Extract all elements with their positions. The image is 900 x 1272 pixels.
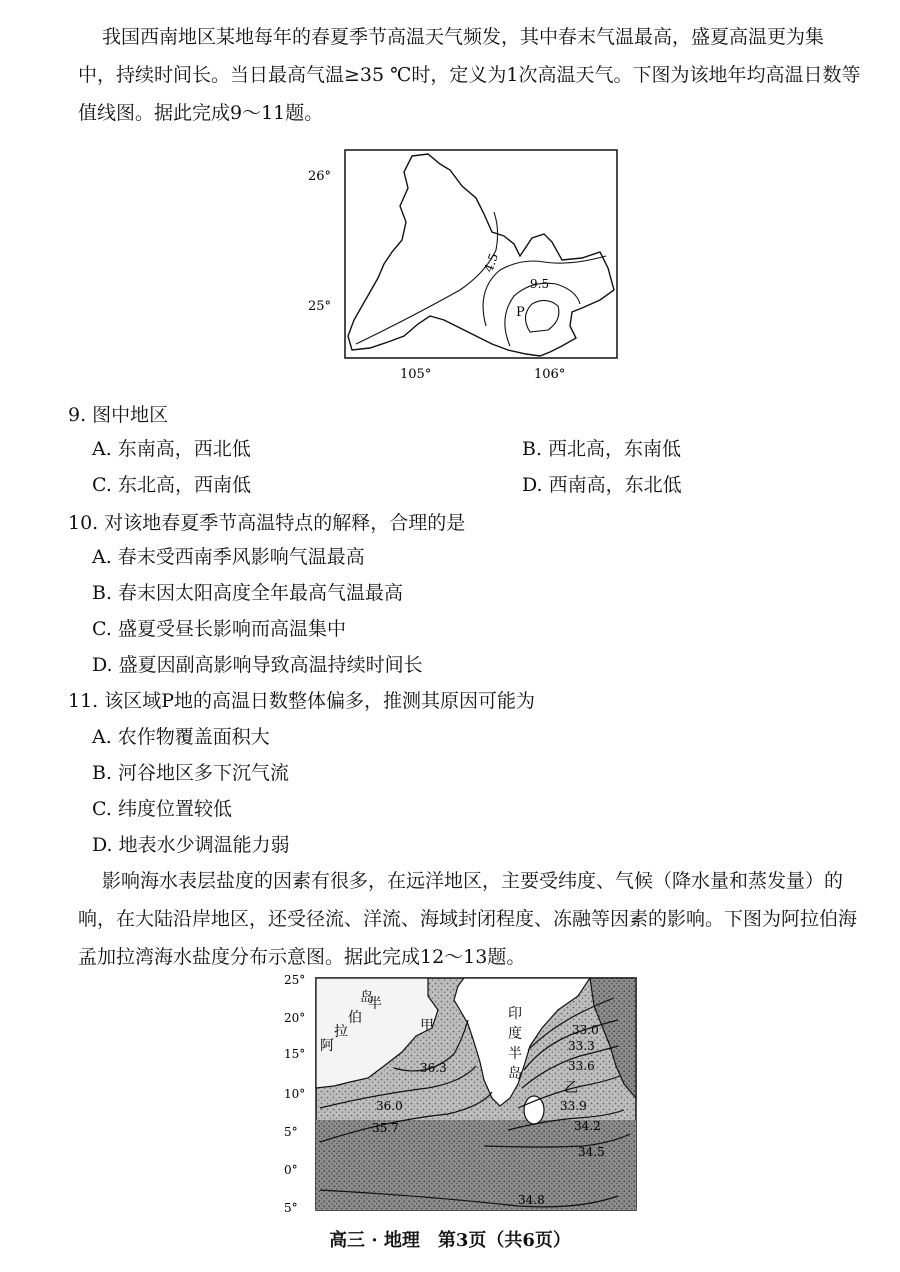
- salinity-map: [278, 970, 648, 1220]
- lat-label-5n: 5°: [284, 1125, 298, 1139]
- salinity-33-3: 33.3: [568, 1039, 595, 1053]
- lat-label-15n: 15°: [284, 1047, 306, 1061]
- contour-label-4-5: 4.5: [481, 251, 502, 275]
- india-char-3: 半: [508, 1046, 522, 1062]
- lon-label-106: 106°: [534, 367, 566, 382]
- intro2-line3: 孟加拉湾海水盐度分布示意图。据此完成12～13题。: [78, 946, 526, 968]
- salinity-34-5: 34.5: [578, 1145, 605, 1159]
- q10-option-b: B. 春末因太阳高度全年最高气温最高: [92, 582, 404, 604]
- q10-option-a: A. 春末受西南季风影响气温最高: [92, 546, 365, 568]
- intro1-line2: 中，持续时间长。当日最高气温≥35 ℃时，定义为1次高温天气。下图为该地年均高温日数等: [78, 64, 861, 86]
- lat-label-25: 25°: [308, 299, 332, 314]
- q9-stem: 9. 图中地区: [68, 404, 169, 426]
- india-char-1: 印: [508, 1006, 522, 1022]
- india-char-2: 度: [508, 1026, 522, 1042]
- q11-stem: 11. 该区域P地的高温日数整体偏多，推测其原因可能为: [68, 690, 536, 712]
- q10-stem: 10. 对该地春夏季节高温特点的解释，合理的是: [68, 512, 466, 534]
- lat-label-20n: 20°: [284, 1011, 306, 1025]
- salinity-34-8: 34.8: [518, 1193, 545, 1207]
- place-yi: 乙: [564, 1080, 578, 1096]
- salinity-33-6: 33.6: [568, 1059, 595, 1073]
- intro1-line3: 值线图。据此完成9～11题。: [78, 102, 324, 124]
- salinity-35-7: 35.7: [372, 1121, 399, 1135]
- lon-label-105: 105°: [400, 367, 432, 382]
- arabia-char-4: 半: [368, 996, 382, 1012]
- contour-label-9-5: 9.5: [530, 277, 550, 291]
- lat-label-10n: 10°: [284, 1087, 306, 1101]
- intro2-line1: 影响海水表层盐度的因素有很多，在远洋地区，主要受纬度、气候（降水量和蒸发量）的: [102, 870, 844, 892]
- q10-option-c: C. 盛夏受昼长影响而高温集中: [92, 618, 346, 640]
- salinity-33-9: 33.9: [560, 1099, 587, 1113]
- lat-label-0: 0°: [284, 1163, 298, 1177]
- arabia-char-3: 伯: [348, 1010, 362, 1026]
- intro1-line1: 我国西南地区某地每年的春夏季节高温天气频发，其中春末气温最高，盛夏高温更为集: [102, 26, 825, 48]
- q11-option-b: B. 河谷地区多下沉气流: [92, 762, 290, 784]
- q9-option-c: C. 东北高，西南低: [92, 474, 251, 496]
- point-p-label: P: [516, 305, 525, 320]
- salinity-36-0: 36.0: [376, 1099, 403, 1113]
- q11-option-d: D. 地表水少调温能力弱: [92, 834, 290, 856]
- q11-option-c: C. 纬度位置较低: [92, 798, 232, 820]
- isoline-map: [300, 140, 630, 390]
- arabia-char-2: 拉: [334, 1024, 348, 1040]
- lat-label-26: 26°: [308, 169, 332, 184]
- arabia-char-5: 岛: [360, 990, 374, 1006]
- q9-option-d: D. 西南高，东北低: [522, 474, 682, 496]
- lat-label-25n: 25°: [284, 973, 306, 987]
- q10-option-d: D. 盛夏因副高影响导致高温持续时间长: [92, 654, 423, 676]
- lat-label-5s: 5°: [284, 1201, 298, 1215]
- place-jia: 甲: [420, 1018, 434, 1034]
- intro2-line2: 响，在大陆沿岸地区，还受径流、洋流、海域封闭程度、冻融等因素的影响。下图为阿拉伯海: [78, 908, 858, 930]
- page-footer: 高三 · 地理 第3页（共6页）: [329, 1230, 571, 1251]
- salinity-36-3: 36.3: [420, 1061, 447, 1075]
- india-char-4: 岛: [508, 1066, 522, 1082]
- salinity-33-0: 33.0: [572, 1023, 599, 1037]
- arabia-char-1: 阿: [320, 1038, 334, 1054]
- q9-option-b: B. 西北高，东南低: [522, 438, 682, 460]
- salinity-34-2: 34.2: [574, 1119, 601, 1133]
- q11-option-a: A. 农作物覆盖面积大: [92, 726, 270, 748]
- q9-option-a: A. 东南高，西北低: [92, 438, 251, 460]
